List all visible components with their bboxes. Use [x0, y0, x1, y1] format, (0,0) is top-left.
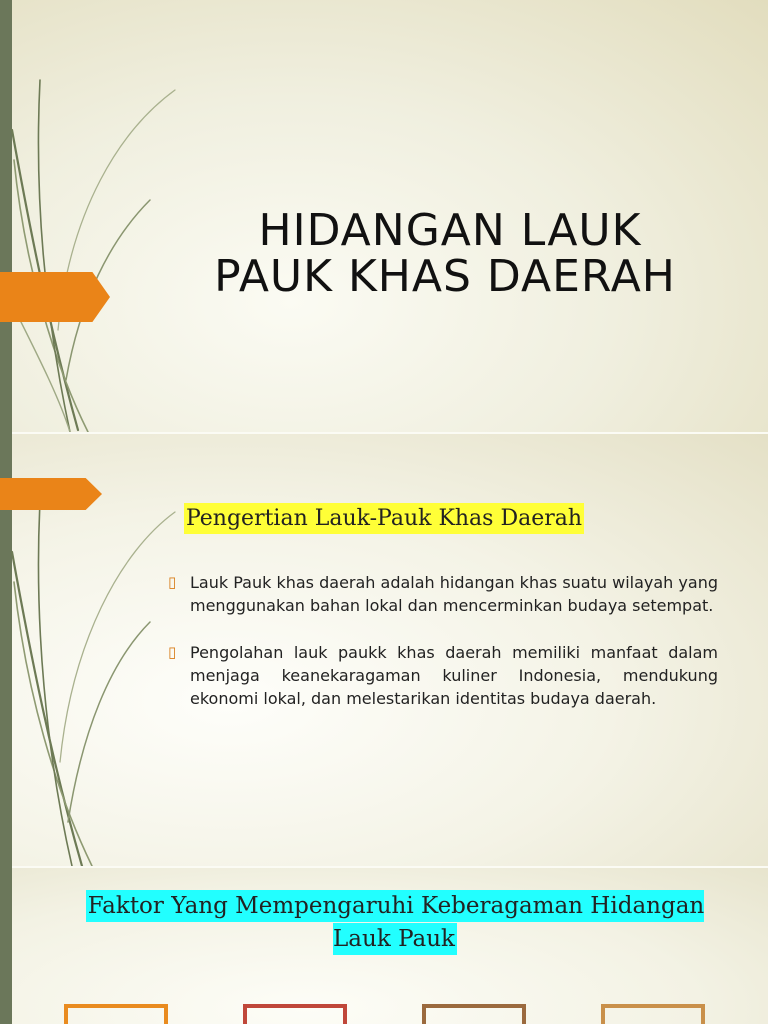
- slide-title: [0, 0, 768, 432]
- bullet-text: Lauk Pauk khas daerah adalah hidangan khas suatu wilayah yang menggunakan bahan lokal dan mencerminkan budaya setempat.: [190, 573, 718, 615]
- slide-separator: [0, 866, 768, 868]
- page-title: [150, 205, 740, 302]
- list-item: [168, 641, 718, 710]
- slide-definition: [0, 432, 768, 866]
- list-item: [168, 571, 718, 617]
- heading-highlight: Pengertian Lauk-Pauk Khas Daerah: [184, 503, 584, 534]
- bullet-icon: ▯: [168, 643, 177, 661]
- bullet-icon: ▯: [168, 573, 177, 591]
- slide-factors: [0, 866, 768, 1024]
- factor-box: [243, 1004, 347, 1024]
- section-heading: [80, 890, 710, 956]
- bullet-list: [168, 571, 718, 734]
- side-bar: [0, 866, 12, 1024]
- section-heading: [0, 506, 768, 531]
- orange-arrow-marker: [0, 272, 110, 322]
- factor-box: [422, 1004, 526, 1024]
- heading-highlight: Faktor Yang Mempengaruhi Keberagaman Hidangan Lauk Pauk: [86, 890, 704, 955]
- factor-box: [64, 1004, 168, 1024]
- title-line-2: PAUK KHAS DAERAH: [214, 251, 676, 302]
- bullet-text: Pengolahan lauk paukk khas daerah memiliki manfaat dalam menjaga keanekaragaman kuliner Indonesia, mendukung ekonomi lokal, dan melestarikan identitas budaya daerah.: [190, 643, 718, 708]
- factor-box: [601, 1004, 705, 1024]
- title-line-1: HIDANGAN LAUK: [258, 205, 642, 256]
